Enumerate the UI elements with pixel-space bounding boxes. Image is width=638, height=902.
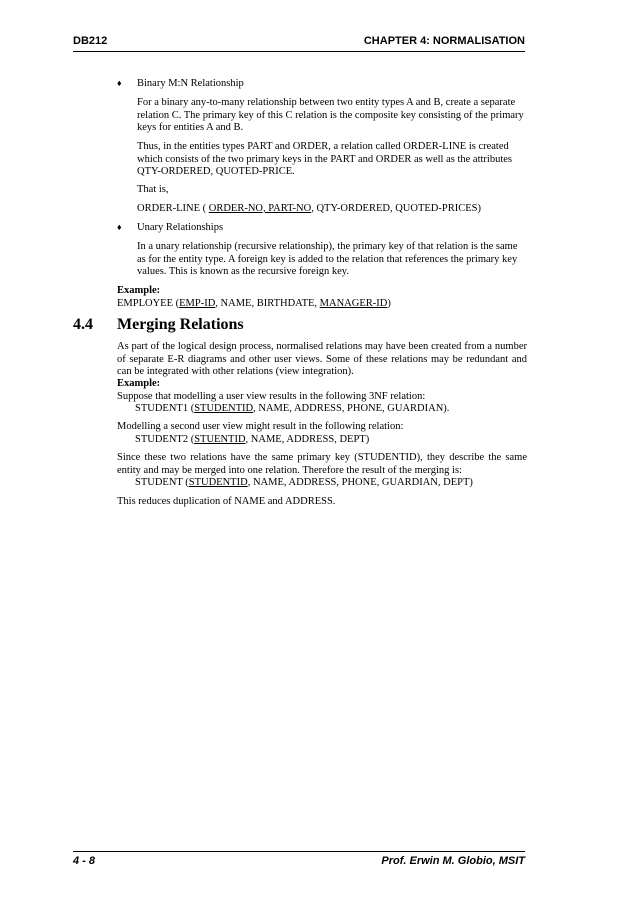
binary-paragraph-3: That is, bbox=[137, 184, 169, 195]
binary-paragraph-2: Thus, in the entities types PART and ORDER, a relation called ORDER-LINE is created which consists of the two primary keys in the PART and ORDER as well as the attributes QTY-ORDERED, QUOTED-PRICE. bbox=[137, 141, 512, 177]
primary-key: STUENTID bbox=[194, 433, 246, 445]
section-example-block bbox=[117, 378, 527, 416]
header-rule bbox=[73, 51, 525, 52]
example-sentence-3: Since these two relations have the same primary key (STUDENTID), they describe the same entity and may be merged into one relation. Therefore the result of the merging is: bbox=[117, 452, 527, 476]
chapter-title: CHAPTER 4: NORMALISATION bbox=[363, 35, 525, 47]
student1-relation: STUDENT1 (STUDENTID, NAME, ADDRESS, PHONE, GUARDIAN). bbox=[135, 403, 450, 414]
bullet-title: Unary Relationships bbox=[137, 222, 224, 233]
page-header bbox=[73, 35, 525, 49]
primary-key: ORDER-NO, PART-NO bbox=[208, 203, 312, 214]
bullet-title: Binary M:N Relationship bbox=[137, 78, 244, 89]
diamond-bullet-icon: ♦ bbox=[117, 222, 122, 232]
section-conclusion: This reduces duplication of NAME and ADDRESS. bbox=[117, 496, 336, 507]
foreign-key: MANAGER-ID bbox=[319, 297, 388, 309]
primary-key: STUDENTID bbox=[194, 403, 254, 414]
section-second-view bbox=[117, 421, 527, 446]
example-employee bbox=[117, 285, 527, 310]
primary-key: STUDENTID bbox=[188, 477, 248, 488]
example-label: Example: bbox=[117, 285, 161, 296]
section-heading bbox=[73, 316, 244, 334]
order-line-relation: ORDER-LINE ( ORDER-NO, PART-NO, QTY-ORDERED, QUOTED-PRICES) bbox=[137, 203, 481, 214]
footer-rule bbox=[73, 851, 525, 852]
student-relation: STUDENT (STUDENTID, NAME, ADDRESS, PHONE, GUARDIAN, DEPT) bbox=[135, 477, 473, 488]
bullet-binary bbox=[117, 78, 244, 89]
author: Prof. Erwin M. Globio, MSIT bbox=[381, 855, 525, 867]
diamond-bullet-icon: ♦ bbox=[117, 78, 122, 88]
unary-paragraph: In a unary relationship (recursive relationship), the primary key of that relation is the same as for the entity type. A foreign key is added to the relation that references the primary key values. This is known as the recursive foreign key. bbox=[137, 241, 518, 277]
student2-relation: STUDENT2 (STUENTID, NAME, ADDRESS, DEPT) bbox=[135, 433, 370, 445]
section-intro: As part of the logical design process, normalised relations may have been created from a number of separate E-R diagrams and other user views. Some of these relations may be redundant and can be integrated with other relations (view integration). bbox=[117, 341, 527, 377]
course-code: DB212 bbox=[73, 35, 108, 47]
section-number: 4.4 bbox=[73, 316, 93, 333]
example-label: Example: bbox=[117, 378, 161, 389]
bullet-unary bbox=[117, 222, 223, 233]
section-title: Merging Relations bbox=[117, 316, 244, 333]
page-number: 4 - 8 bbox=[73, 855, 96, 867]
employee-relation: EMPLOYEE (EMP-ID, NAME, BIRTHDATE, MANAGER-ID) bbox=[117, 297, 391, 309]
example-sentence-1: Suppose that modelling a user view results in the following 3NF relation: bbox=[117, 390, 426, 402]
example-sentence-2: Modelling a second user view might result in the following relation: bbox=[117, 421, 404, 432]
binary-paragraph-1: For a binary any-to-many relationship between two entity types A and B, create a separate relation C. The primary key of this C relation is the composite key consisting of the primary keys for entities A and B. bbox=[137, 97, 524, 133]
section-merge bbox=[117, 452, 527, 490]
primary-key: EMP-ID bbox=[179, 297, 216, 309]
